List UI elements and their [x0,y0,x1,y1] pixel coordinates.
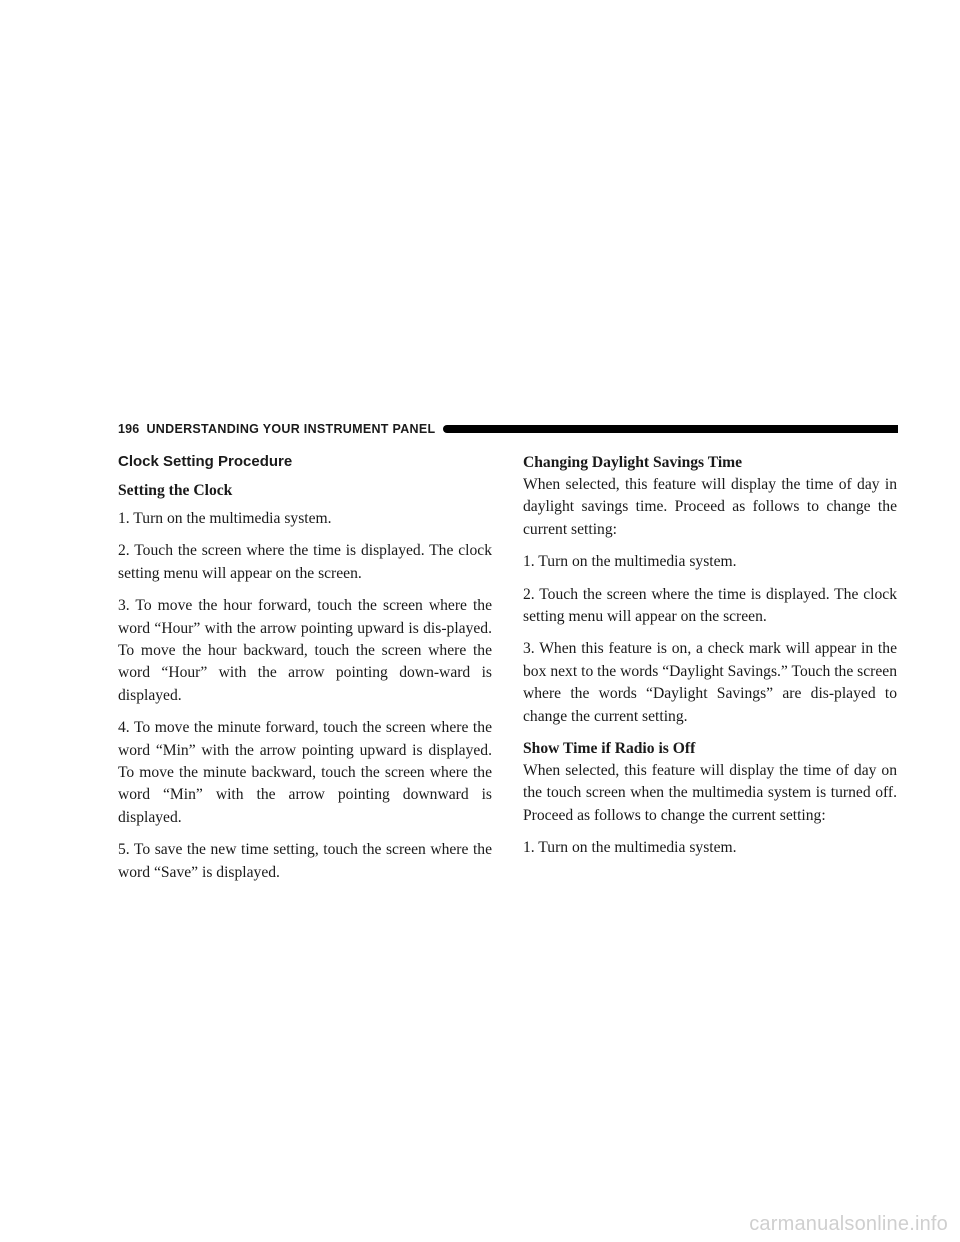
paragraph: 3. To move the hour forward, touch the screen where the word “Hour” with the arrow pointing upward is dis-played. To move the hour backward, touch the screen where the word “Hour” with the arrow pointing down-ward is displayed. [118,597,492,704]
paragraph: 3. When this feature is on, a check mark will appear in the box next to the words “Daylight Savings.” Touch the screen where the words “Daylight Savings” are dis-played to change the current setting. [523,640,897,725]
paragraph: 2. Touch the screen where the time is displayed. The clock setting menu will appear on the screen. [523,585,897,626]
section-title: UNDERSTANDING YOUR INSTRUMENT PANEL [146,422,436,436]
paragraph: 2. Touch the screen where the time is displayed. The clock setting menu will appear on the screen. [118,542,492,582]
clock-setting-heading: Clock Setting Procedure [118,453,293,470]
paragraph: 1. Turn on the multimedia system. [523,839,737,857]
watermark: carmanualsonline.info [749,1213,948,1235]
paragraph: When selected, this feature will display the time of day on the touch screen when the multimedia system is turned off. Proceed as follows to change the current setting: [523,762,897,824]
paragraph: 1. Turn on the multimedia system. [118,510,332,527]
right-column [523,452,897,870]
page-number: 196 [118,422,140,436]
daylight-savings-heading: Changing Daylight Savings Time [523,454,743,471]
paragraph: 1. Turn on the multimedia system. [523,553,737,571]
setting-clock-subheading: Setting the Clock [118,482,233,499]
paragraph: 4. To move the minute forward, touch the screen where the word “Min” with the arrow pointing upward is displayed. To move the minute backward, touch the screen where the word “Min” with the arrow pointing downward is displayed. [118,719,492,826]
left-column [118,452,492,894]
show-time-heading: Show Time if Radio is Off [523,740,696,758]
page-header [118,420,898,438]
header-rule [443,425,898,433]
paragraph: When selected, this feature will display the time of day in daylight savings time. Proceed as follows to change the current setting: [523,476,897,538]
paragraph: 5. To save the new time setting, touch the screen where the word “Save” is displayed. [118,841,492,881]
